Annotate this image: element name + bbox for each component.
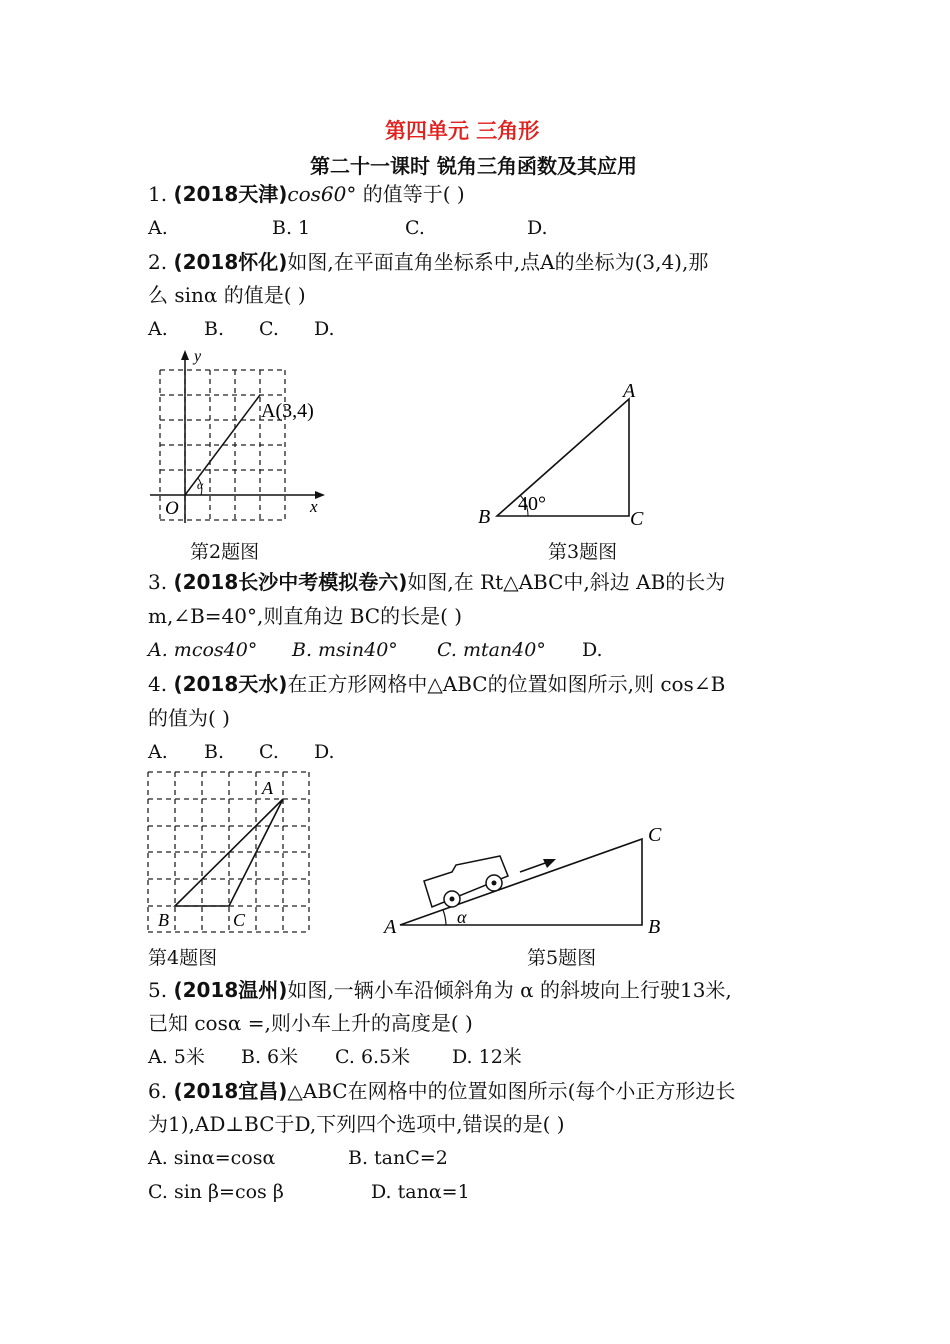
- vertex-c-label: C: [648, 824, 662, 846]
- question-number: 1.: [148, 182, 168, 206]
- question-text: 如图,在平面直角坐标系中,点A的坐标为(3,4),那: [287, 250, 709, 274]
- figure-4-caption: 第4题图: [148, 947, 218, 969]
- q2-option-a: A.: [148, 318, 168, 340]
- question-source: (2018天水): [173, 672, 288, 696]
- car-icon: [424, 856, 508, 907]
- vertex-a-label: A: [623, 380, 636, 402]
- unit-title: 第四单元 三角形: [385, 119, 540, 143]
- q6-option-a: A. sinα=cosα: [148, 1147, 276, 1169]
- q2-option-c: C.: [259, 318, 279, 340]
- q3-option-a: A. mcos40°: [148, 639, 258, 661]
- origin-label: O: [165, 498, 179, 519]
- question-text: cos60°: [287, 182, 357, 206]
- arrow-icon: [520, 859, 556, 872]
- q6-option-d: D. tanα=1: [371, 1181, 470, 1203]
- question-6: [148, 1079, 735, 1103]
- angle-b-label: 40°: [518, 493, 546, 515]
- question-source: (2018怀化): [173, 250, 288, 274]
- q6-option-b: B. tanC=2: [348, 1147, 448, 1169]
- question-2: [148, 250, 708, 274]
- figure-2-coordinate-grid: [145, 345, 335, 525]
- point-a-label: A(3,4): [261, 400, 314, 422]
- question-number: 4.: [148, 672, 168, 696]
- question-source: (2018长沙中考模拟卷六): [173, 570, 408, 594]
- q5-option-b: B. 6米: [241, 1046, 299, 1068]
- figure-2-caption: 第2题图: [190, 541, 260, 563]
- question-3: [148, 570, 725, 594]
- question-3-line2: m,∠B=40°,则直角边 BC的长是( ): [148, 604, 463, 628]
- question-2-line2: 么 sinα 的值是( ): [148, 283, 306, 307]
- vertex-a-label: A: [262, 778, 273, 798]
- x-axis-label: x: [310, 497, 318, 516]
- figure-3-right-triangle: [470, 375, 660, 535]
- vertex-b-label: B: [478, 506, 491, 528]
- angle-label: α: [457, 907, 467, 927]
- y-axis-label: y: [194, 348, 202, 365]
- q3-option-b: B. msin40°: [292, 639, 398, 661]
- vertex-c-label: C: [630, 508, 644, 530]
- q3-option-d: D.: [582, 639, 603, 661]
- question-number: 5.: [148, 978, 168, 1002]
- q3-option-c: C. mtan40°: [437, 639, 546, 661]
- question-text: 的值等于( ): [356, 182, 465, 206]
- q1-option-d: D.: [527, 217, 548, 239]
- lesson-title: 第二十一课时 锐角三角函数及其应用: [310, 154, 637, 178]
- question-text: 如图,在 Rt△ABC中,斜边 AB的长为: [407, 570, 726, 594]
- q5-option-d: D. 12米: [452, 1046, 522, 1068]
- question-5-line2: 已知 cosα =,则小车上升的高度是( ): [148, 1011, 473, 1035]
- q4-option-b: B.: [204, 741, 225, 763]
- question-text: 如图,一辆小车沿倾斜角为 α 的斜坡向上行驶13米,: [287, 978, 732, 1002]
- question-text: 在正方形网格中△ABC的位置如图所示,则 cos∠B: [287, 672, 726, 696]
- q5-option-c: C. 6.5米: [335, 1046, 411, 1068]
- vertex-b-label: B: [158, 910, 169, 930]
- vertex-a-label: A: [384, 916, 397, 938]
- question-source: (2018天津): [173, 182, 288, 206]
- q1-option-a: A.: [148, 217, 168, 239]
- q2-option-d: D.: [314, 318, 335, 340]
- q2-option-b: B.: [204, 318, 225, 340]
- q6-option-c: C. sin β=cos β: [148, 1181, 284, 1203]
- figure-5-slope-car: [380, 815, 680, 940]
- question-1: [148, 182, 465, 206]
- figure-3-caption: 第3题图: [548, 541, 618, 563]
- vertex-c-label: C: [233, 910, 246, 930]
- q5-option-a: A. 5米: [148, 1046, 205, 1068]
- question-number: 6.: [148, 1079, 168, 1103]
- q4-option-c: C.: [259, 741, 279, 763]
- q4-option-a: A.: [148, 741, 168, 763]
- angle-label: α: [197, 478, 204, 492]
- question-source: (2018宜昌): [173, 1079, 288, 1103]
- figure-5-caption: 第5题图: [527, 947, 597, 969]
- question-number: 3.: [148, 570, 168, 594]
- q1-option-c: C.: [405, 217, 425, 239]
- vertex-b-label: B: [648, 916, 661, 938]
- figure-4-grid-triangle: [145, 768, 315, 938]
- question-text: △ABC在网格中的位置如图所示(每个小正方形边长: [287, 1079, 736, 1103]
- question-number: 2.: [148, 250, 168, 274]
- question-5: [148, 978, 732, 1002]
- q4-option-d: D.: [314, 741, 335, 763]
- question-source: (2018温州): [173, 978, 288, 1002]
- question-6-line2: 为1),AD⊥BC于D,下列四个选项中,错误的是( ): [148, 1112, 565, 1136]
- q1-option-b: B. 1: [272, 217, 311, 239]
- question-4: [148, 672, 725, 696]
- question-4-line2: 的值为( ): [148, 706, 230, 730]
